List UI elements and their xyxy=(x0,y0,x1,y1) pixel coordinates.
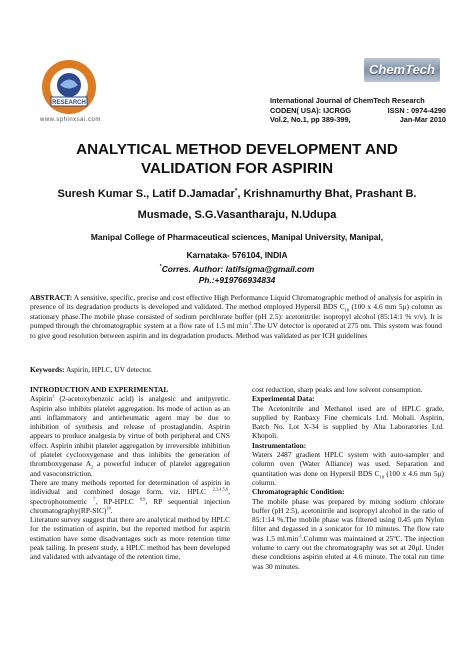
issn: ISSN : 0974-4290 xyxy=(387,105,446,115)
logo-banner-text: RESEARCH xyxy=(52,100,86,106)
keywords-text: Aspirin, HPLC, UV detector. xyxy=(64,365,153,374)
authors-line2: Musmade, S.G.Vasantharaju, N.Udupa xyxy=(137,209,337,221)
affiliation-line1: Manipal College of Pharmaceutical sciences, Manipal University, Manipal, xyxy=(90,232,384,242)
volume: Vol.2, No.1, pp 389-399, xyxy=(270,115,351,124)
intro-paragraph-1: Aspirin$^1$ (2-acetoxybenzoic acid) is analgesic and antipyretic. Aspirin also inhibits platelet aggregation. Its mode of action as an anti inflammatory and antirheumatic agent may be due to inhibition of synthesis and release of prostaglandin. Aspirin appears to produce analgesia by virtue of both peripheral and CNS effect. Aspirin inhibit platelet aggregation by irreversible inhibition of platelet cyclooxygenase and thus inhibits the generation of thromboxygenase $A_2$ a powerful inducer of platelet aggregation and vasoconstriction. xyxy=(30,393,231,478)
keywords xyxy=(30,365,442,374)
abstract-label: ABSTRACT: xyxy=(30,293,73,302)
coden: CODEN( USA): IJCRGG xyxy=(270,105,352,115)
intro-paragraph-2: There are many methods reported for determination of aspirin in individual and combined dosage form, viz. HPLC $^{2,3,4,5,6}$, spectrophotometric $^7$, RP-HPLC $^{8,9}$, RP sequential injection $chromatography(RP-SIC)^{10}$. xyxy=(30,477,230,515)
affiliation xyxy=(30,228,444,286)
left-column xyxy=(30,378,230,562)
heading-instrumentation: Instrumentation: xyxy=(252,440,307,450)
issue-date: Jan-Mar 2010 xyxy=(399,115,446,124)
corresponding-mark: * xyxy=(234,187,238,195)
abstract-text-3: .The UV detector is operated at 275 nm. This system was found to give good resolution between aspirin and its degradation products. Method was validated as per ICH guidelines xyxy=(30,321,442,340)
abstract-text-1: A sensitive, specific, precise and cost effective High Performance Liquid Chromatographic method of analysis for aspirin in presence of its degradation products is developed and validated. The method employed Hypersil BDS C xyxy=(30,293,442,312)
corresponding-author: Corres. Author: latifsigma@gmail.com xyxy=(161,264,315,274)
authors xyxy=(24,184,450,226)
abstract-sub: 18 xyxy=(344,307,350,313)
abstract-sup: -1 xyxy=(248,320,253,326)
right-paragraph-0: cost reduction, sharp peaks and low solvent consumption. xyxy=(252,385,423,394)
keywords-label: Keywords: xyxy=(30,365,65,374)
experimental-data-paragraph: The Acetonitrile and Methanol used are of HPLC grade, supplied by Ranbaxy Fine chemicals Ltd. Mohali. Aspirin, Batch No. Lot X-34 is supplied by Alta Laboratories Ltd. Khopoli. xyxy=(252,403,444,441)
instrumentation-paragraph: Waters 2487 gradient HPLC system with auto-sampler and column oven (Water Alliance) was used. Separation and quantitation was done on Hypersil BDS $C_{18}$ (100 x 4.6 mm 5μ) column. xyxy=(252,450,444,487)
corres-mark: * xyxy=(159,264,162,271)
section-heading: INTRODUCTION AND EXPERIMENTAL xyxy=(30,385,169,394)
paper-title: ANALYTICAL METHOD DEVELOPMENT AND VALIDATION FOR ASPIRIN xyxy=(76,141,398,177)
intro-paragraph-3: Literature survey suggest that there are analytical method by HPLC for the estimation of aspirin, but the reported method for aspirin estimation have some disadvantages such as more retention time peak tailing. In present study, a HPLC method has been developed and validated with advantage of the retention time, xyxy=(30,515,230,562)
phone: Ph.:+919766934834 xyxy=(198,275,276,285)
journal-info xyxy=(270,96,446,125)
right-column xyxy=(252,378,444,571)
journal-name: International Journal of ChemTech Research xyxy=(270,96,425,105)
website-url: www.sphinxsai.com xyxy=(40,117,101,123)
brand-badge: ChemTech xyxy=(364,58,440,82)
journal-logo xyxy=(40,58,98,116)
affiliation-line2: Karnataka- 576104, INDIA xyxy=(186,250,288,260)
authors-line1: Suresh Kumar S., Latif D.Jamadar xyxy=(57,188,235,200)
chromatographic-paragraph: The mobile phase was prepared by mixing sodium chlorate buffer (pH 2.5), acetonitrile and isopropyl alcohol in the ratio of 85:1:14 %.The mobile phase was filtered using 0.45 μm Nylon filter and degassed in a sonicator for 10 minutes. The flow rate was 1.5 $ml.\min^{-1}.Column$ was maintained at 25ºC. The injection volume to carry out the chromatography was set at 20μl. Under these conditions aspirin eluted at 4.6 minute. The total run time was 30 minutes. xyxy=(252,496,444,571)
abstract-text-2: (100 x 4.6 mm 5μ) column as stationary phase.The mobile phase consisted of sodium perchlorate buffer (pH 2.5): acetonitrile: isopropyl alcohol (85:14:1 % v/v). It is pumped through the chromatographic system at a flow rate of 1.5 ml min xyxy=(30,302,443,331)
heading-chromatographic-condition: Chromatographic Condition: xyxy=(252,487,345,497)
heading-experimental-data: Experimental Data: xyxy=(252,394,315,404)
abstract xyxy=(30,293,442,340)
authors-line1-rest: , Krishnamurthy Bhat, Prashant B. xyxy=(237,188,417,200)
